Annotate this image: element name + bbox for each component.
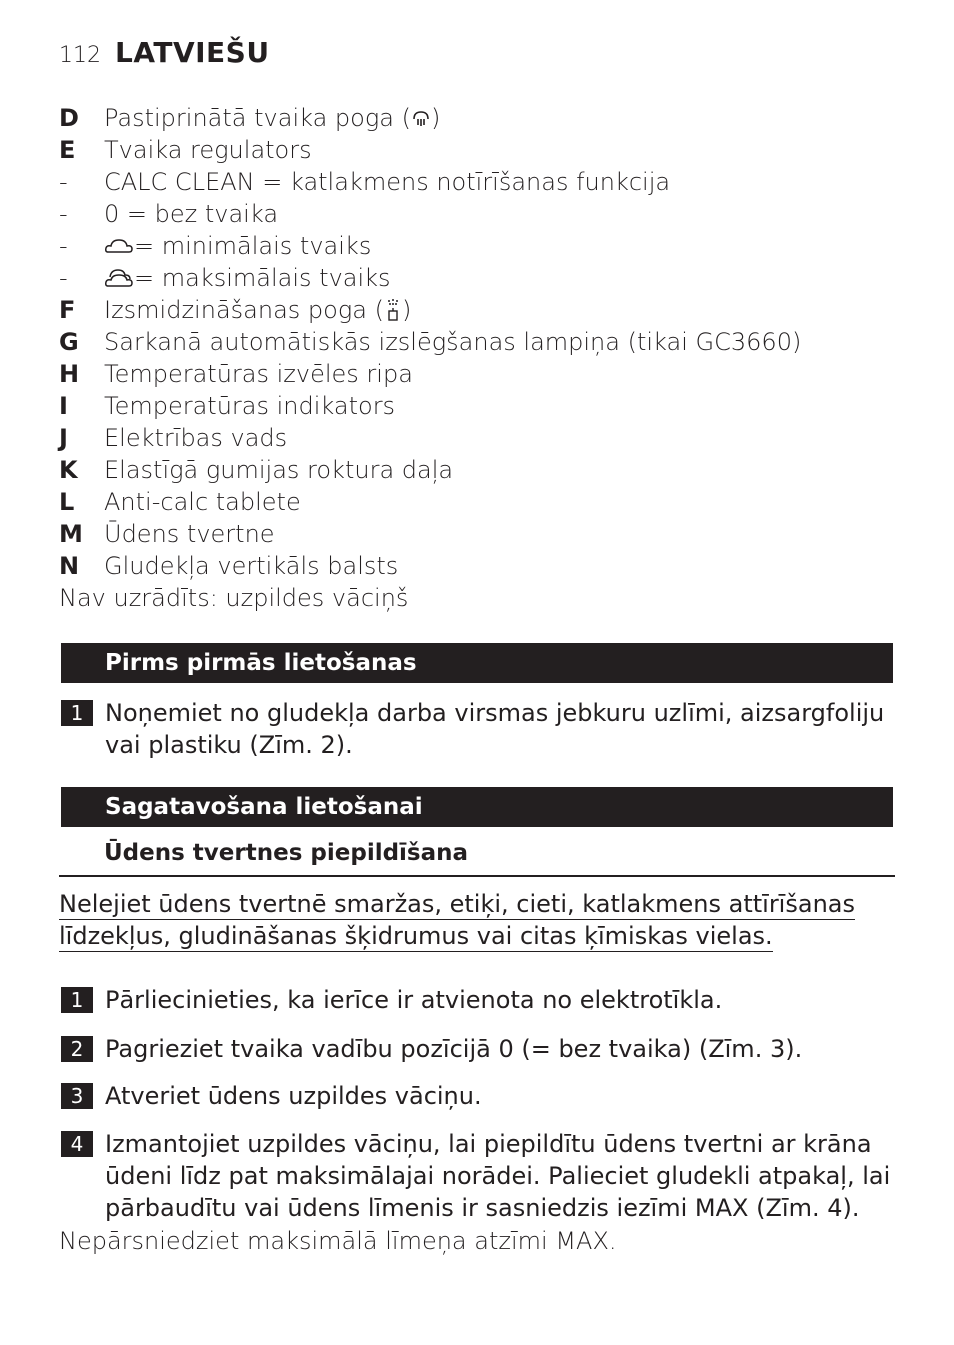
parts-legend bbox=[59, 102, 919, 614]
subsection-title: Ūdens tvertnes piepildīšana bbox=[104, 840, 469, 866]
legend-item: I Temperatūras indikators bbox=[59, 392, 396, 420]
page-header bbox=[59, 36, 270, 70]
step-item bbox=[61, 1080, 905, 1112]
legend-item: E Tvaika regulators bbox=[59, 136, 312, 164]
footnote: Nepārsniedziet maksimālā līmeņa atzīmi MAX. bbox=[59, 1227, 617, 1255]
section-heading-before-first-use: Pirms pirmās lietošanas bbox=[61, 643, 893, 683]
legend-item: H Temperatūras izvēles ripa bbox=[59, 360, 413, 388]
step-item bbox=[61, 1128, 905, 1224]
legend-item: D Pastiprinātā tvaika poga ( ) bbox=[59, 104, 441, 132]
legend-item: G Sarkanā automātiskās izslēgšanas lampiņa (tikai GC3660) bbox=[59, 328, 802, 356]
not-shown-note: Nav uzrādīts: uzpildes vāciņš bbox=[59, 584, 409, 612]
cloud-max-icon bbox=[104, 267, 134, 289]
step-text: Pārliecinieties, ka ierīce ir atvienota no elektrotīkla. bbox=[105, 986, 723, 1014]
legend-item: K Elastīgā gumijas roktura daļa bbox=[59, 456, 454, 484]
legend-item: N Gludekļa vertikāls balsts bbox=[59, 552, 399, 580]
legend-item: - 0 = bez tvaika bbox=[59, 200, 279, 228]
cloud-min-icon bbox=[104, 237, 134, 255]
legend-item: - CALC CLEAN = katlakmens notīrīšanas funkcija bbox=[59, 168, 671, 196]
section-heading-preparing: Sagatavošana lietošanai bbox=[61, 787, 893, 827]
step-text: Noņemiet no gludekļa darba virsmas jebkuru uzlīmi, aizsargfoliju vai plastiku (Zīm. 2). bbox=[105, 699, 885, 759]
step-text: Atveriet ūdens uzpildes vāciņu. bbox=[105, 1082, 482, 1110]
steam-boost-icon bbox=[411, 107, 431, 129]
legend-item: M Ūdens tvertne bbox=[59, 520, 275, 548]
step-item bbox=[61, 1033, 905, 1065]
step-number-badge: 4 bbox=[61, 1131, 93, 1157]
legend-item: J Elektrības vads bbox=[59, 424, 288, 452]
step-number-badge: 1 bbox=[61, 987, 93, 1013]
legend-item: F Izsmidzināšanas poga ( ) bbox=[59, 296, 412, 324]
warning-note: Nelejiet ūdens tvertnē smaržas, etiķi, cieti, katlakmens attīrīšanas līdzekļus, gludināšanas šķidrumus vai citas ķīmiskas vielas. bbox=[59, 890, 855, 950]
step-number-badge: 2 bbox=[61, 1036, 93, 1062]
step-number-badge: 1 bbox=[61, 700, 93, 726]
legend-item: - = minimālais tvaiks bbox=[59, 232, 372, 260]
step-text: Pagrieziet tvaika vadību pozīcijā 0 (= bez tvaika) (Zīm. 3). bbox=[105, 1035, 803, 1063]
language-title: LATVIEŠU bbox=[115, 36, 270, 69]
spray-icon bbox=[384, 298, 402, 322]
step-item bbox=[61, 697, 905, 761]
divider bbox=[59, 875, 895, 877]
step-text: Izmantojiet uzpildes vāciņu, lai piepildītu ūdens tvertni ar krāna ūdeni līdz pat maksimālajai norādei. Palieciet gludekli atpakaļ, lai pārbaudītu vai ūdens līmenis ir sasniedzis iezīmi MAX (Zīm. 4). bbox=[105, 1130, 891, 1222]
step-number-badge: 3 bbox=[61, 1083, 93, 1109]
legend-item: L Anti-calc tablete bbox=[59, 488, 301, 516]
page-number: 112 bbox=[59, 43, 101, 68]
legend-item: - = maksimālais tvaiks bbox=[59, 264, 391, 292]
step-item bbox=[61, 984, 905, 1016]
